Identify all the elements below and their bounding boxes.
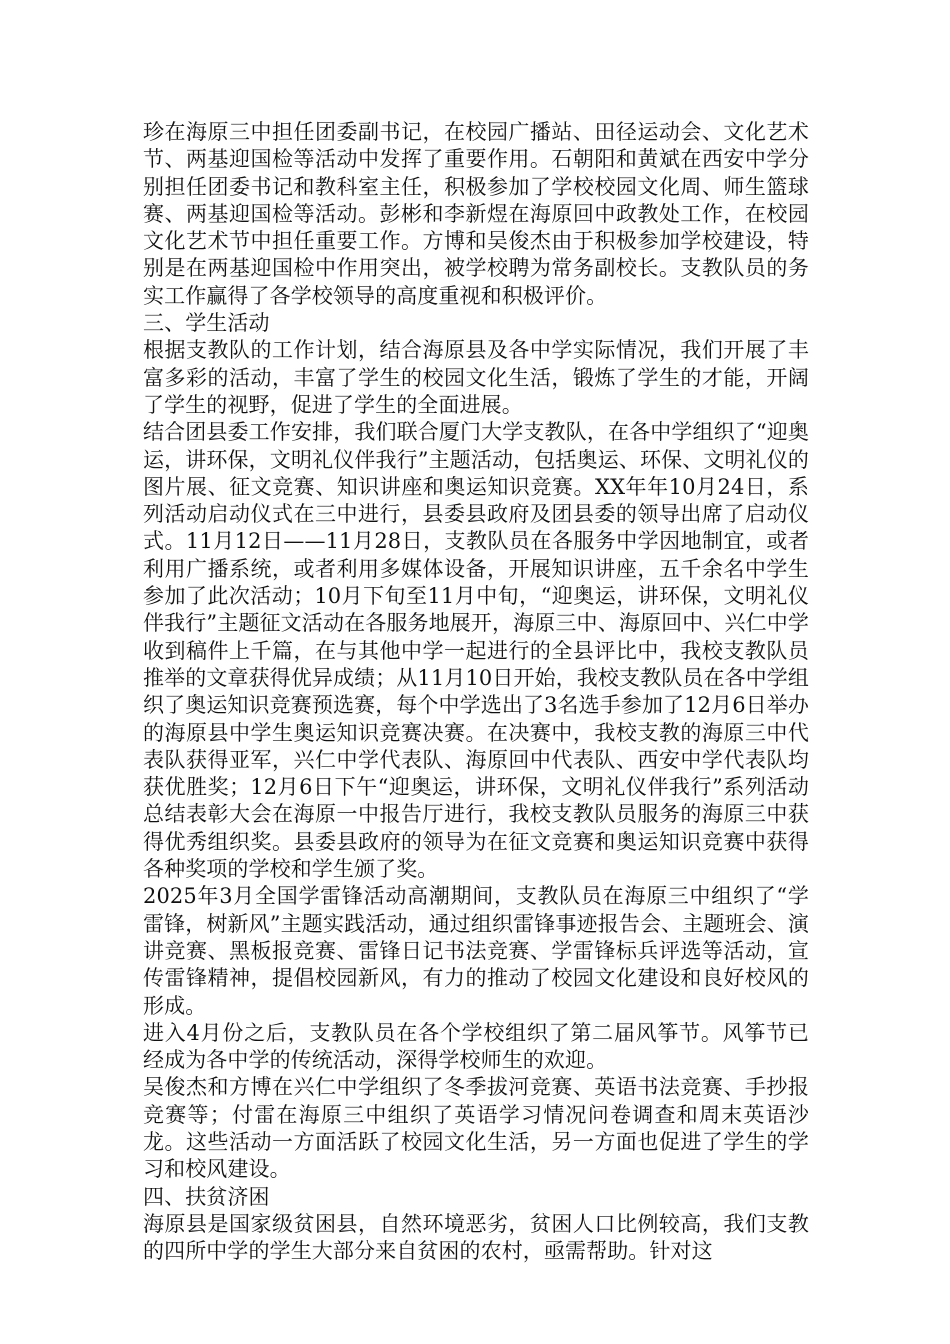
- section-heading-poverty-relief: 四、扶贫济困: [143, 1184, 270, 1209]
- section-heading-student-activities: 三、学生活动: [143, 311, 270, 336]
- paragraph-olympic-activities: 结合团县委工作安排，我们联合厦门大学支教队，在各中学组织了“迎奥运，讲环保，文明礼仪伴我行”主题活动，包括奥运、环保、文明礼仪的图片展、征文竞赛、知识讲座和奥运知识竞赛。XX年年10月24日，系列活动启动仪式在三中进行，县委县政府及团县委的领导出席了启动仪式。11月12日——11月28日，支教队员在各服务中学因地制宜，或者利用广播系统，或者利用多媒体设备，开展知识讲座，五千余名中学生参加了此次活动；10月下旬至11月中旬，“迎奥运，讲环保，文明礼仪伴我行”主题征文活动在各服务地展开，海原三中、海原回中、兴仁中学收到稿件上千篇，在与其他中学一起进行的全县评比中，我校支教队员推举的文章获得优异成绩；从11月10日开始，我校支教队员在各中学组织了奥运知识竞赛预选赛，每个中学选出了3名选手参加了12月6日举办的海原县中学生奥运知识竞赛决赛。在决赛中，我校支教的海原三中代表队获得亚军，兴仁中学代表队、海原回中代表队、西安中学代表队均获优胜奖；12月6日下午“迎奥运，讲环保，文明礼仪伴我行”系列活动总结表彰大会在海原一中报告厅进行，我校支教队员服务的海原三中获得优秀组织奖。县委县政府的领导为在征文竞赛和奥运知识竞赛中获得各种奖项的学校和学生颁了奖。: [143, 420, 809, 882]
- paragraph-other-competitions: 吴俊杰和方博在兴仁中学组织了冬季拔河竞赛、英语书法竞赛、手抄报竞赛等；付雷在海原三中组织了英语学习情况问卷调查和周末英语沙龙。这些活动一方面活跃了校园文化生活，另一方面也促进了学生的学习和校风建设。: [143, 1075, 809, 1182]
- paragraph-haiyuan-county: 海原县是国家级贫困县，自然环境恶劣，贫困人口比例较高，我们支教的四所中学的学生大部分来自贫困的农村，亟需帮助。针对这: [143, 1211, 809, 1264]
- document-page: [143, 119, 809, 1265]
- paragraph-team-roles: 珍在海原三中担任团委副书记，在校园广播站、田径运动会、文化艺术节、两基迎国检等活动中发挥了重要作用。石朝阳和黄斌在西安中学分别担任团委书记和教科室主任，积极参加了学校校园文化周、师生篮球赛、两基迎国检等活动。彭彬和李新煜在海原回中政教处工作，在校园文化艺术节中担任重要工作。方博和吴俊杰由于积极参加学校建设，特别是在两基迎国检中作用突出，被学校聘为常务副校长。支教队员的务实工作赢得了各学校领导的高度重视和积极评价。: [143, 120, 809, 308]
- paragraph-kite-festival: 进入4月份之后，支教队员在各个学校组织了第二届风筝节。风筝节已经成为各中学的传统活动，深得学校师生的欢迎。: [143, 1020, 809, 1073]
- paragraph-lei-feng: 2025年3月全国学雷锋活动高潮期间，支教队员在海原三中组织了“学雷锋，树新风”主题实践活动，通过组织雷锋事迹报告会、主题班会、演讲竞赛、黑板报竞赛、雷锋日记书法竞赛、学雷锋标兵评选等活动，宣传雷锋精神，提倡校园新风，有力的推动了校园文化建设和良好校风的形成。: [143, 884, 809, 1018]
- paragraph-activity-plan: 根据支教队的工作计划，结合海原县及各中学实际情况，我们开展了丰富多彩的活动，丰富了学生的校园文化生活，锻炼了学生的才能，开阔了学生的视野，促进了学生的全面进展。: [143, 338, 809, 417]
